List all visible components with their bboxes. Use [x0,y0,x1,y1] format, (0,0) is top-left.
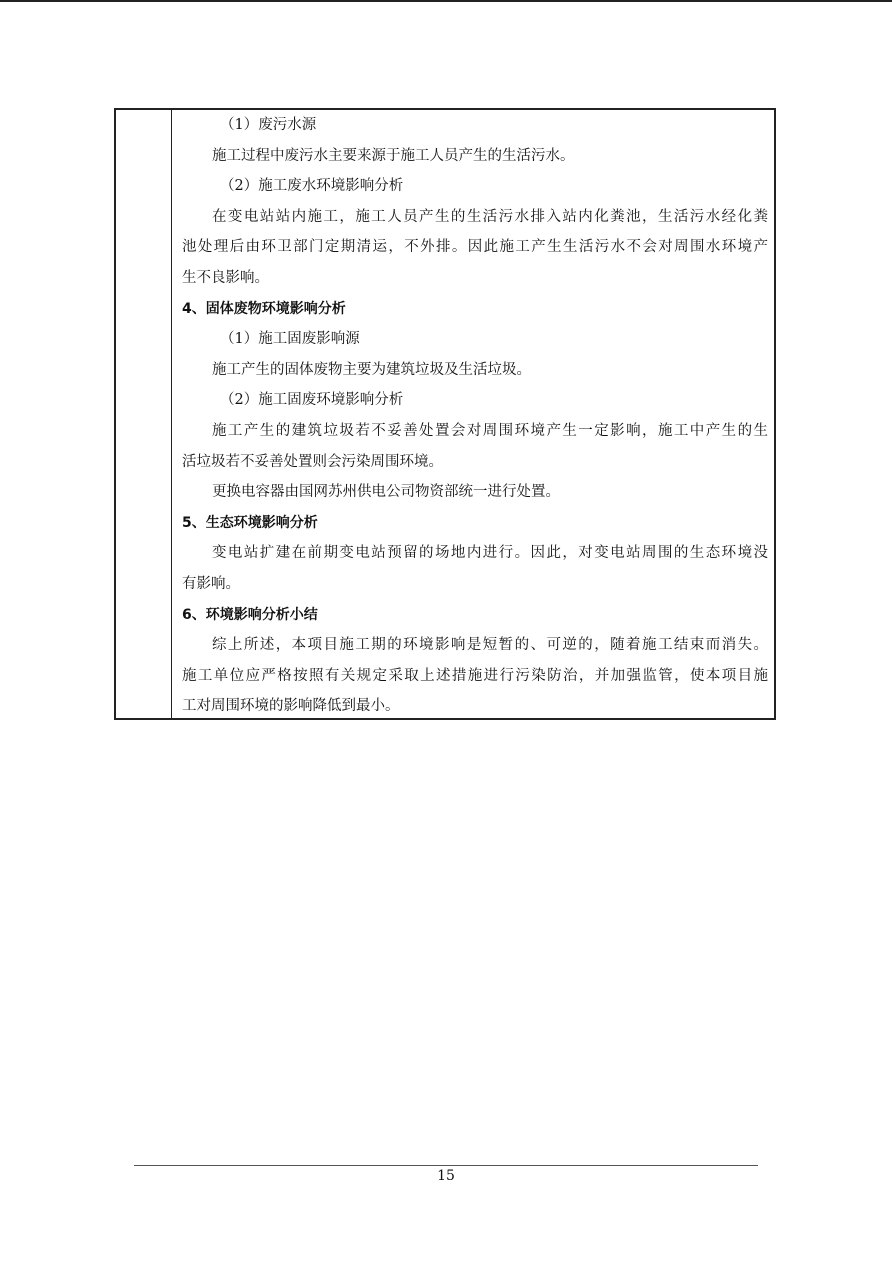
top-border-line [0,0,892,2]
paragraph-line: 施工过程中废污水主要来源于施工人员产生的生活污水。 [212,147,575,164]
section-heading-ecology: 5、生态环境影响分析 [182,514,318,531]
paragraph-line: 工对周围环境的影响降低到最小。 [182,698,400,715]
paragraph-line: 有影响。 [182,575,240,592]
paragraph-line: 施工产生的建筑垃圾若不妥善处置会对周围环境产生一定影响，施工中产生的生 [212,422,768,439]
page-number: 15 [437,1168,455,1184]
section-heading-summary: 6、环境影响分析小结 [182,606,318,623]
table-content-cell [172,110,774,722]
subheading-solid-waste-analysis: （2）施工固废环境影响分析 [220,392,404,409]
section-heading-solid-waste: 4、固体废物环境影响分析 [182,300,346,317]
paragraph-line: 更换电容器由国网苏州供电公司物资部统一进行处置。 [212,484,560,501]
paragraph-line: 生不良影响。 [182,269,269,286]
content-table [114,108,776,720]
paragraph-line: 变电站扩建在前期变电站预留的场地内进行。因此，对变电站周围的生态环境没 [212,545,768,562]
footer-divider [134,1165,758,1166]
paragraph-line: 综上所述，本项目施工期的环境影响是短暂的、可逆的，随着施工结束而消失。 [212,637,768,654]
paragraph-line: 在变电站站内施工，施工人员产生的生活污水排入站内化粪池，生活污水经化粪 [212,208,768,225]
paragraph-line: 活垃圾若不妥善处置则会污染周围环境。 [182,453,443,470]
subheading-wastewater-source: （1）废污水源 [220,117,317,133]
paragraph-line: 池处理后由环卫部门定期清运，不外排。因此施工产生生活污水不会对周围水环境产 [182,239,768,256]
subheading-solid-waste-source: （1）施工固废影响源 [220,331,360,348]
subheading-wastewater-analysis: （2）施工废水环境影响分析 [220,178,404,195]
paragraph-line: 施工产生的固体废物主要为建筑垃圾及生活垃圾。 [212,361,531,378]
paragraph-line: 施工单位应严格按照有关规定采取上述措施进行污染防治，并加强监管，使本项目施 [182,667,768,684]
table-left-column [116,110,172,718]
